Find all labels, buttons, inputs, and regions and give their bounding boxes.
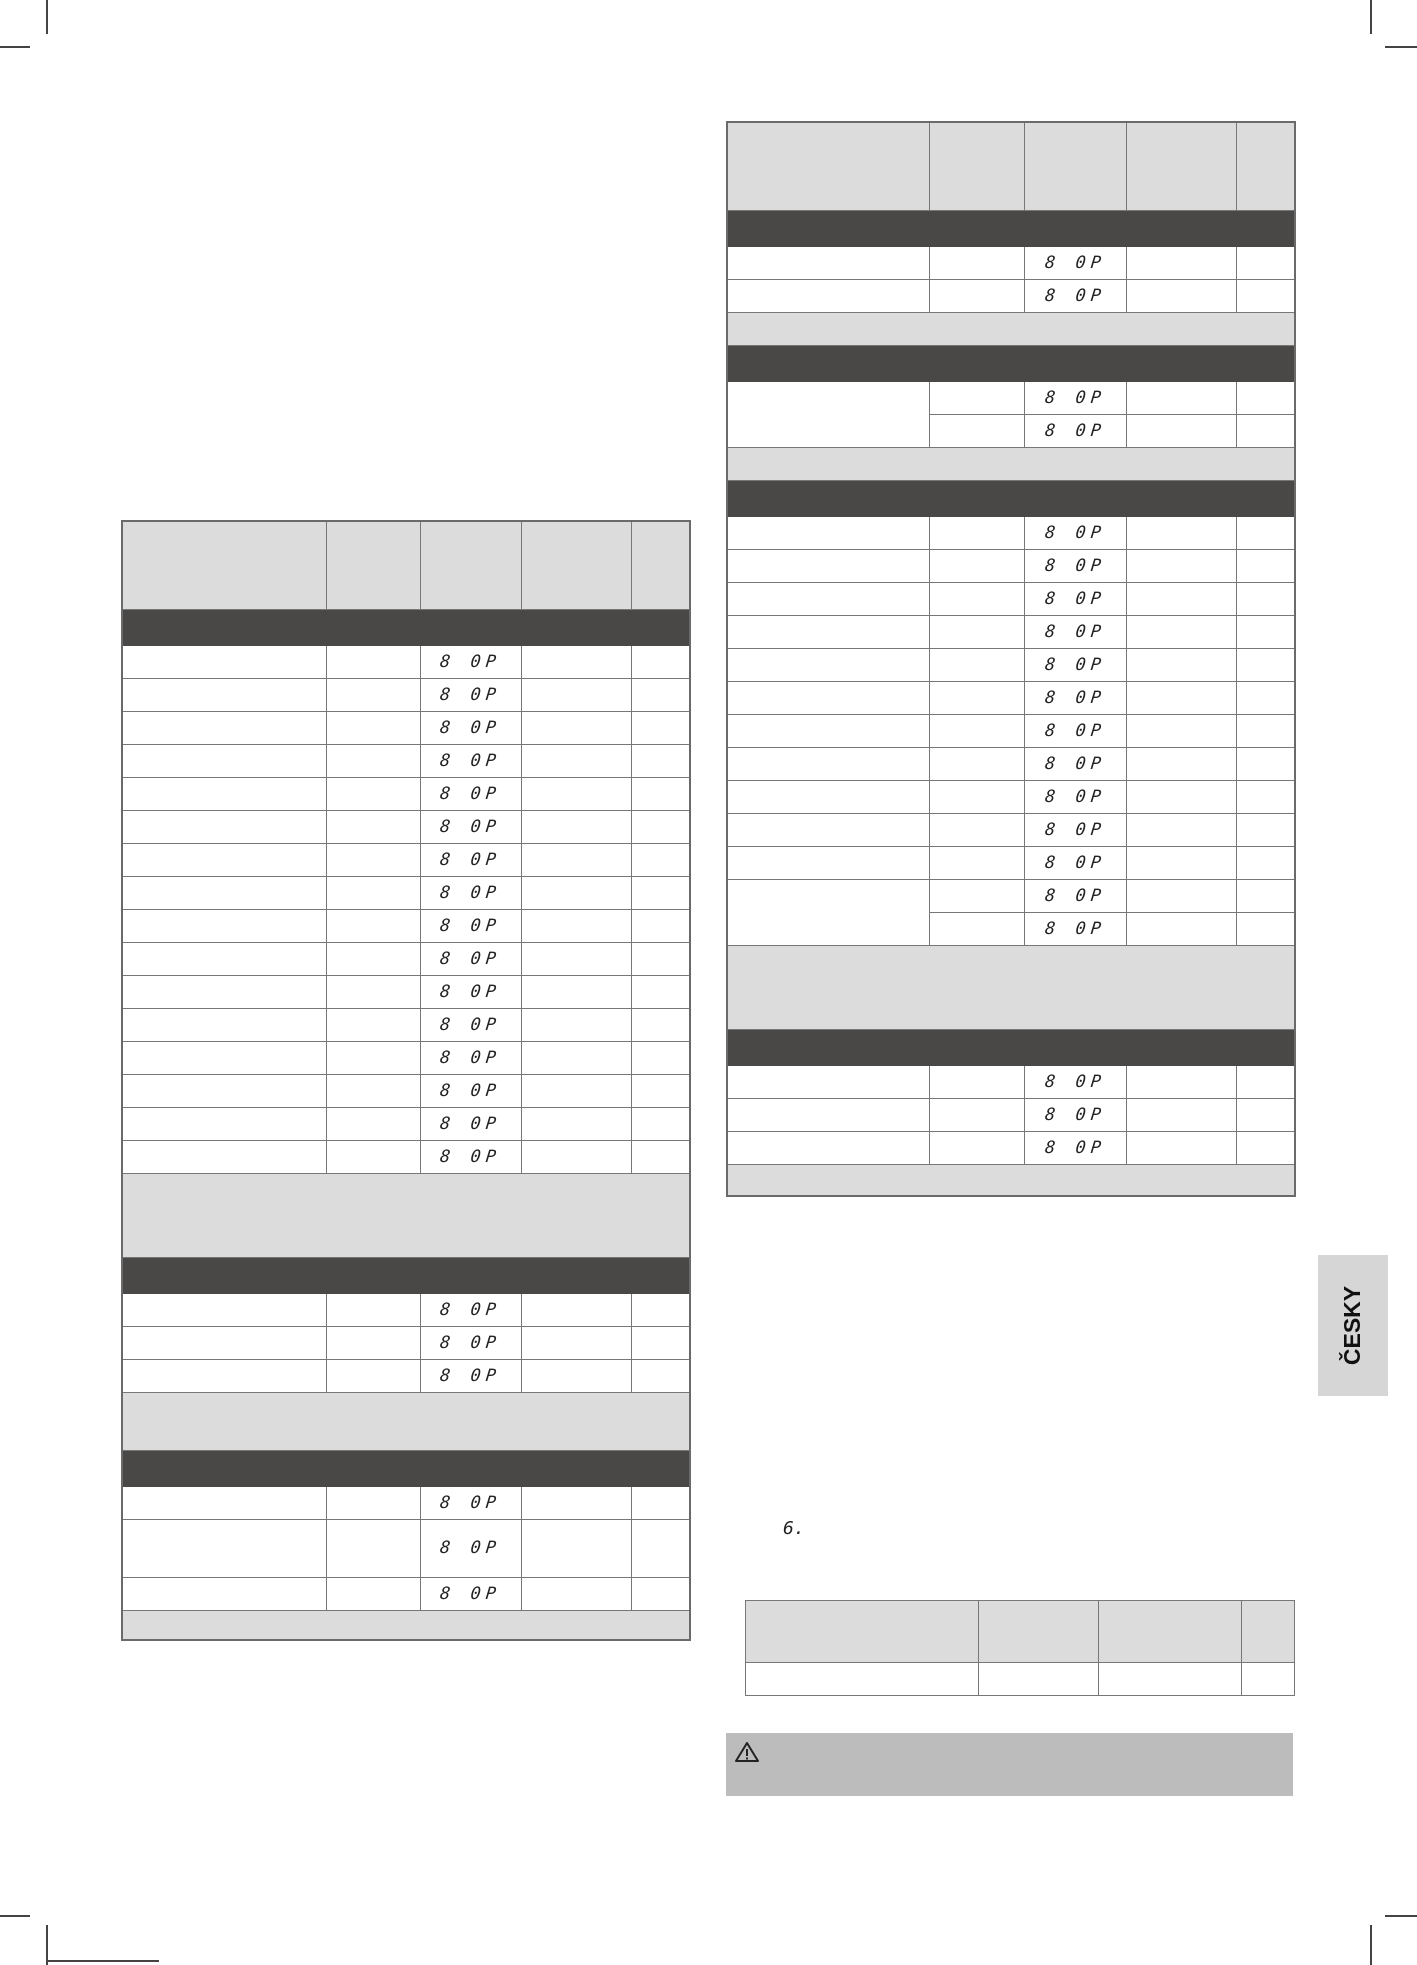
- section-bar: [727, 210, 1295, 246]
- table-row: [727, 1065, 1295, 1098]
- display-code: 8 0P: [1043, 852, 1107, 873]
- table-row: [122, 1008, 690, 1041]
- table-row: [727, 714, 1295, 747]
- crop-mark: [0, 1915, 30, 1917]
- program-table-left: [121, 520, 691, 1641]
- table-row: [122, 1326, 690, 1359]
- table-body: [727, 1065, 1295, 1164]
- table-row: [122, 1519, 690, 1577]
- display-code: 8 0P: [438, 783, 503, 804]
- table-row: [122, 678, 690, 711]
- program-table-right: [726, 121, 1296, 1197]
- table-body: [727, 246, 1295, 312]
- display-code: 8 0P: [1043, 555, 1107, 576]
- crop-mark: [1385, 46, 1417, 48]
- display-code: 8 0P: [438, 1365, 503, 1386]
- display-code: 8 0P: [1043, 753, 1107, 774]
- note-row: [122, 1173, 690, 1257]
- table-row: [122, 1140, 690, 1173]
- table-header-row: [746, 1601, 1295, 1663]
- display-code: 8 0P: [438, 750, 503, 771]
- table-body: [122, 1293, 690, 1392]
- note-row: [727, 1164, 1295, 1196]
- table-row: [122, 810, 690, 843]
- crop-mark: [46, 1925, 48, 1965]
- section-bar: [122, 1450, 690, 1486]
- display-code: 8 0P: [1043, 387, 1107, 408]
- warning-triangle-icon: [734, 1741, 760, 1763]
- section-bar: [727, 480, 1295, 516]
- table-row: [727, 516, 1295, 549]
- table-row: [122, 1107, 690, 1140]
- display-code: 8 0P: [1043, 252, 1107, 273]
- table-row: [122, 777, 690, 810]
- table-row: [727, 846, 1295, 879]
- table-row: [727, 615, 1295, 648]
- table-row: [727, 246, 1295, 279]
- table-row: [727, 279, 1295, 312]
- table-row: [727, 1098, 1295, 1131]
- table-header-row: [122, 521, 690, 609]
- display-code: 8 0P: [438, 1014, 503, 1035]
- display-code: 8 0P: [438, 1080, 503, 1101]
- table-row: [727, 780, 1295, 813]
- display-code: 8 0P: [438, 1047, 503, 1068]
- crop-mark: [46, 0, 48, 34]
- display-code: 8 0P: [438, 1146, 503, 1167]
- language-tab-label: ČESKY: [1339, 1285, 1366, 1366]
- table-body: [727, 516, 1295, 879]
- table-row: [727, 582, 1295, 615]
- display-code: 8 0P: [438, 1113, 503, 1134]
- section-bar: [122, 1257, 690, 1293]
- section-bar: [122, 609, 690, 645]
- bottom-rule: [46, 1960, 159, 1962]
- display-code: 8 0P: [438, 1538, 503, 1558]
- display-code: 8 0P: [1043, 621, 1107, 642]
- note-row: [727, 312, 1295, 345]
- display-code: 8 0P: [1043, 1104, 1107, 1125]
- crop-mark: [1370, 0, 1372, 34]
- crop-mark: [1370, 1925, 1372, 1965]
- table-header-row: [727, 122, 1295, 210]
- table-row: [122, 1293, 690, 1326]
- table-row: [122, 744, 690, 777]
- crop-mark: [0, 46, 30, 48]
- display-code: 8 0P: [438, 1332, 503, 1353]
- table-row: [727, 381, 1295, 414]
- note-row: [727, 447, 1295, 480]
- display-code: 8 0P: [1043, 885, 1107, 906]
- display-code: 8 0P: [1043, 522, 1107, 543]
- table-row: [122, 942, 690, 975]
- table-row: [727, 813, 1295, 846]
- table-row: [122, 645, 690, 678]
- display-code: 8 0P: [438, 651, 503, 672]
- display-code: 8 0P: [438, 882, 503, 903]
- table-row: [122, 1486, 690, 1519]
- display-code: 8 0P: [438, 816, 503, 837]
- table-row: [122, 975, 690, 1008]
- table-row: [122, 1577, 690, 1610]
- crop-mark: [1385, 1915, 1417, 1917]
- section-bar: [727, 1029, 1295, 1065]
- display-code: 8 0P: [438, 849, 503, 870]
- display-code: 8 0P: [1043, 654, 1107, 675]
- display-code: 8 0P: [1043, 720, 1107, 741]
- section-bar: [727, 345, 1295, 381]
- warning-box: [726, 1733, 1293, 1796]
- table-row: [727, 681, 1295, 714]
- display-code: 8 0P: [438, 948, 503, 969]
- display-code: 8 0P: [438, 981, 503, 1002]
- display-code: 8 0P: [1043, 687, 1107, 708]
- table-row: [122, 1359, 690, 1392]
- display-code: 8 0P: [438, 717, 503, 738]
- table-body: [122, 1577, 690, 1610]
- display-code: 8 0P: [1043, 420, 1107, 441]
- table-body: [122, 1486, 690, 1519]
- table-row: [122, 909, 690, 942]
- table-row: [727, 879, 1295, 912]
- table-row: [727, 1131, 1295, 1164]
- small-table: [745, 1600, 1295, 1696]
- table-row: [122, 876, 690, 909]
- note-row: [122, 1610, 690, 1640]
- table-row: [122, 711, 690, 744]
- table-row: [727, 549, 1295, 582]
- note-row: [122, 1392, 690, 1450]
- display-code: 8 0P: [438, 1299, 503, 1320]
- table-row: [122, 1074, 690, 1107]
- display-code: 8 0P: [438, 684, 503, 705]
- display-code: 8 0P: [1043, 1137, 1107, 1158]
- table-row: [727, 648, 1295, 681]
- language-tab: [1318, 1255, 1388, 1396]
- table-row: [122, 843, 690, 876]
- display-code: 8 0P: [1043, 285, 1107, 306]
- display-code: 8 0P: [1043, 918, 1107, 939]
- display-code: 8 0P: [1043, 588, 1107, 609]
- display-code: 8 0P: [1043, 786, 1107, 807]
- display-code: 8 0P: [438, 1583, 503, 1604]
- step-number: 6.: [783, 1518, 805, 1539]
- display-code: 8 0P: [1043, 819, 1107, 840]
- table-body: [122, 645, 690, 1173]
- table-row: [727, 747, 1295, 780]
- display-code: 8 0P: [438, 915, 503, 936]
- note-row: [727, 945, 1295, 1029]
- display-code: 8 0P: [1043, 1071, 1107, 1092]
- table-row: [122, 1041, 690, 1074]
- table-row: [746, 1663, 1295, 1696]
- display-code: 8 0P: [438, 1492, 503, 1513]
